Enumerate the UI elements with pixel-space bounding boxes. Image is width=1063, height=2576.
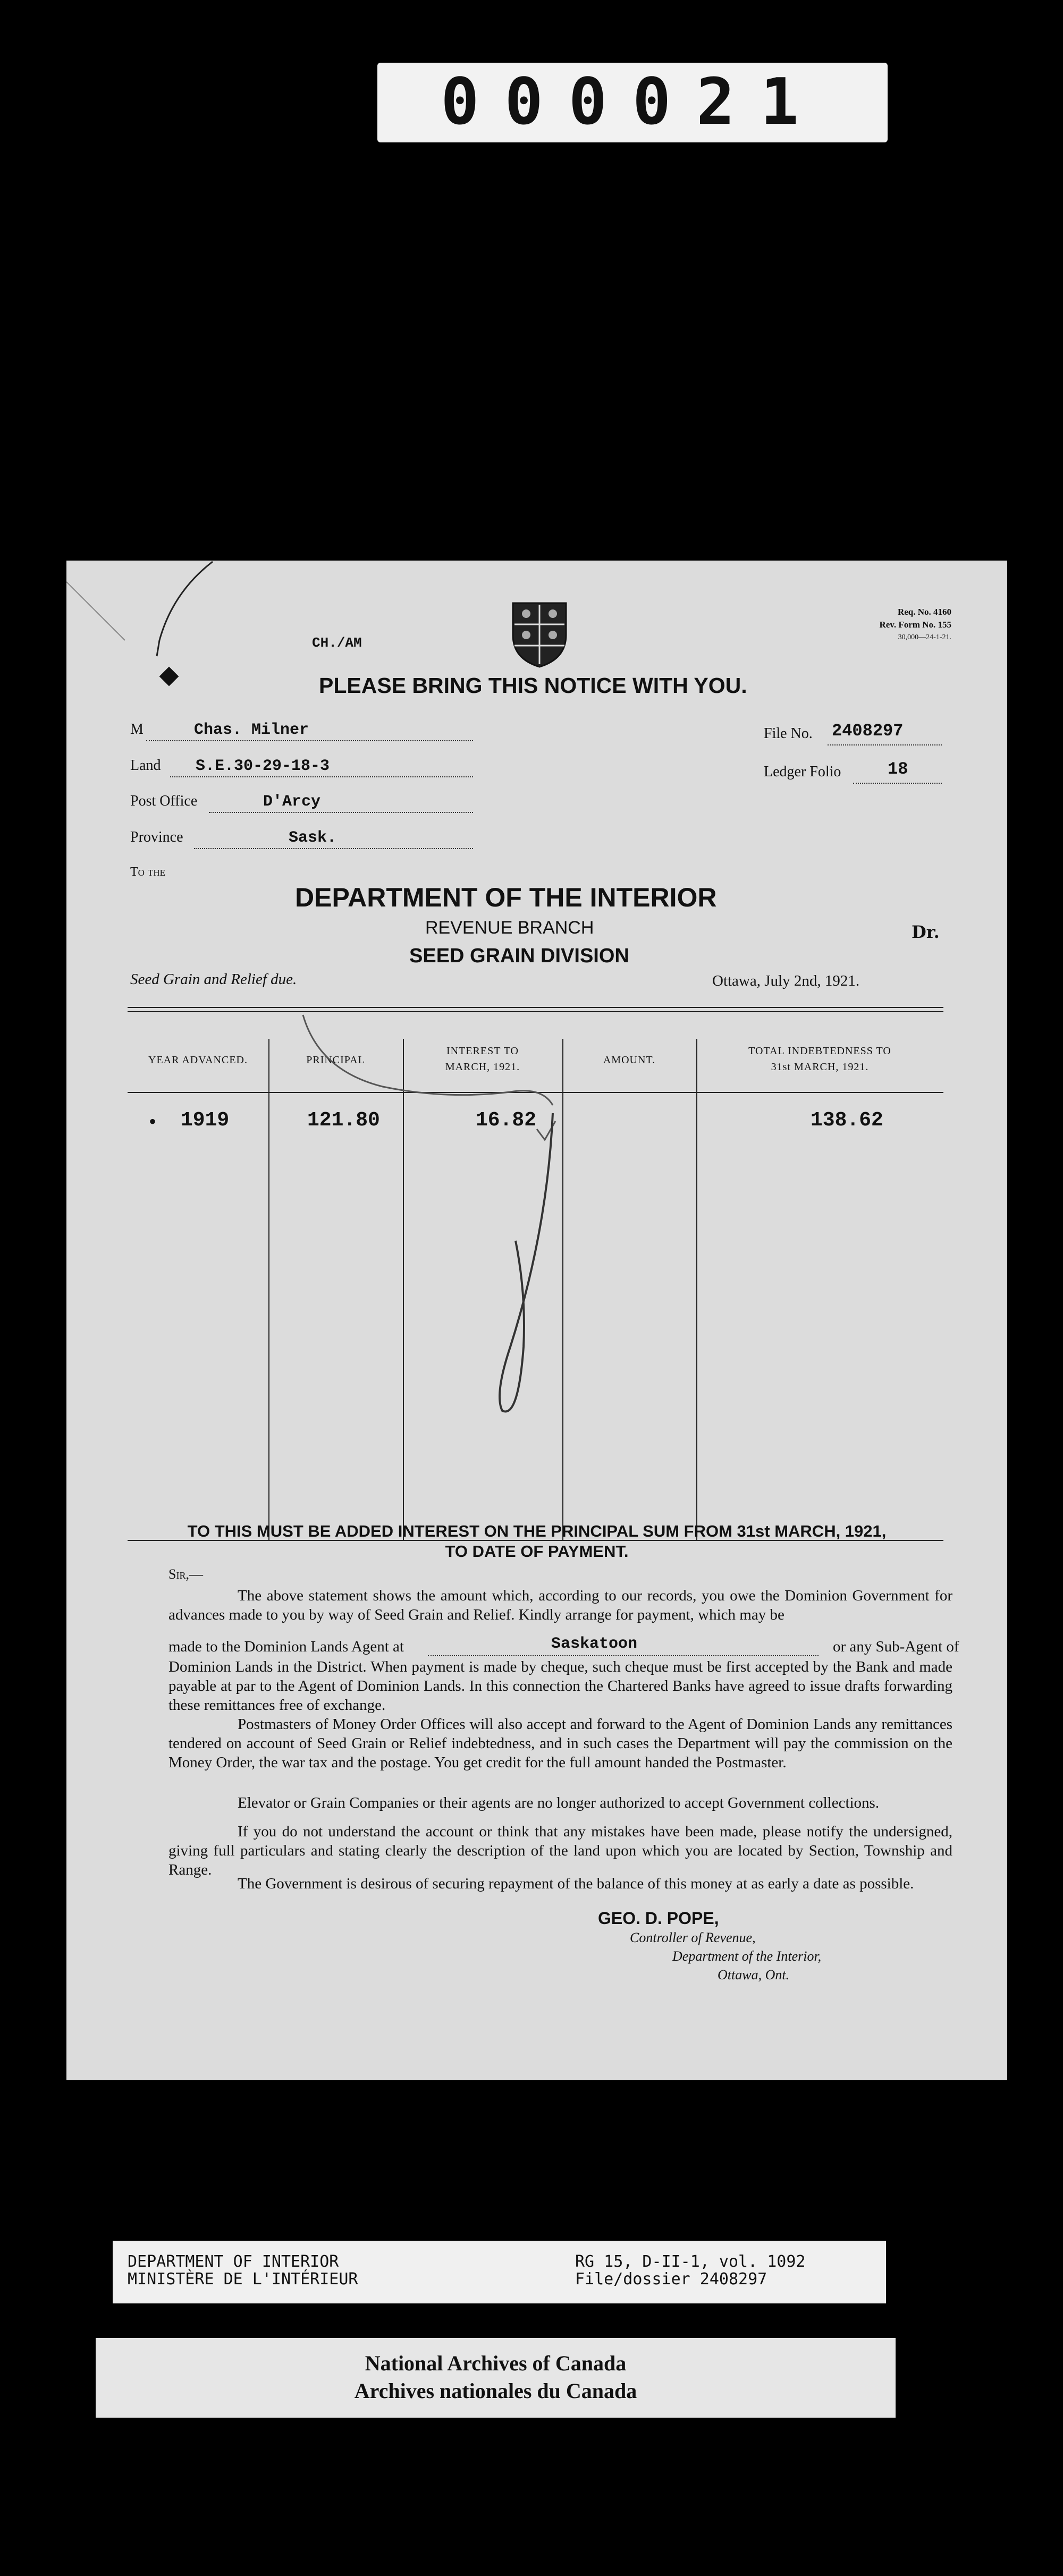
form-reference: Req. No. 4160 Rev. Form No. 155 30,000—24-1-21. [879,607,951,641]
division-title: SEED GRAIN DIVISION [409,945,629,967]
ref-department-en: DEPARTMENT OF INTERIOR [128,2252,339,2271]
bring-notice-heading: PLEASE BRING THIS NOTICE WITH YOU. [319,673,747,698]
cell-interest: 16.82 [476,1109,537,1132]
interest-notice: TO THIS MUST BE ADDED INTEREST ON THE PRINCIPAL SUM FROM 31st MARCH, 1921, TO DATE OF PAYMENT. [187,1522,887,1561]
post-office-label: Post Office [130,793,198,809]
date-line: Ottawa, July 2nd, 1921. [712,972,860,989]
stamp-mark: CH./AM [312,635,362,651]
header-amount: AMOUNT. [603,1054,656,1066]
cell-year: 1919 [181,1109,230,1132]
paragraph-mistakes: If you do not understand the account or think that any mistakes have been made, please notify the undersigned, giving full particulars and stating clearly the description of the land upon which you are located by Section, Township and Range. [168,1823,952,1878]
paragraph-cheque: Dominion Lands in the District. When payment is made by cheque, such cheque must be first accepted by the Bank and made payable at par to the Agent of Dominion Lands. In this connection the Chartered Banks have agreed to issue drafts forwarding these remittances free of exchange. [168,1658,952,1714]
signature-title: Controller of Revenue, [630,1930,756,1945]
post-office-line [209,812,473,813]
ledger-folio-label: Ledger Folio [764,764,841,780]
addressee-value: Chas. Milner [194,721,309,739]
ref-file-number: File/dossier 2408297 [575,2270,767,2289]
ledger-folio-line [853,783,942,784]
land-label: Land [130,757,161,774]
paragraph-postmasters: Postmasters of Money Order Offices will also accept and forward to the Agent of Dominion Lands any remittances tendered on account of Seed Grain or Relief indebtedness, and in such cases the Department will pay the commission on the Money Order, the war tax and the postage. You get credit for the full amount handed the Postmaster. [168,1716,952,1771]
to-the-label: To the [130,865,165,879]
addressee-line [146,740,473,741]
archives-name-fr: Archives nationales du Canada [354,2379,637,2403]
province-line [194,848,473,849]
header-year: YEAR ADVANCED. [148,1054,248,1066]
ref-department-fr: MINISTÈRE DE L'INTÉRIEUR [128,2270,358,2289]
paragraph-repayment: The Government is desirous of securing repayment of the balance of this money at as early a date as possible. [238,1875,914,1892]
province-value: Sask. [289,829,337,847]
signature-place: Ottawa, Ont. [718,1967,790,1982]
province-label: Province [130,829,183,845]
signature-name: GEO. D. POPE, [598,1909,719,1928]
agent-line: made to the Dominion Lands Agent at Saskatoon or any Sub-Agent of [168,1635,959,1655]
addressee-label: M [130,721,144,738]
cell-total: 138.62 [811,1109,883,1132]
paragraph-statement: The above statement shows the amount which, according to our records, you owe the Dominion Government for advances made to you by way of Seed Grain and Relief. Kindly arrange for payment, which may be [168,1587,952,1623]
agent-location: Saskatoon [551,1635,638,1653]
salutation: Sir,— [168,1566,203,1582]
land-line [170,776,473,777]
debit-mark: Dr. [912,922,940,942]
department-title: DEPARTMENT OF THE INTERIOR [295,883,717,912]
indebtedness-table [128,1007,943,1541]
cell-principal: 121.80 [307,1109,380,1132]
due-line: Seed Grain and Relief due. [130,971,297,988]
paragraph-elevators: Elevator or Grain Companies or their agents are no longer authorized to accept Government collections. [238,1794,880,1811]
header-interest: INTEREST TO MARCH, 1921. [445,1045,520,1073]
row-bullet: • [149,1109,157,1133]
file-no-value: 2408297 [832,721,904,741]
frame-counter [377,63,888,142]
file-no-label: File No. [764,725,813,742]
coat-of-arms-icon [510,600,569,670]
land-value: S.E.30-29-18-3 [196,757,330,775]
file-no-line [828,744,942,745]
header-principal: PRINCIPAL [306,1054,365,1066]
seed-grain-notice [66,561,1007,2080]
corner-fold-mark [66,561,247,699]
pencil-marks [128,1007,943,1541]
signature-department: Department of the Interior, [672,1948,822,1964]
archives-name-en: National Archives of Canada [365,2351,627,2375]
national-archives-label [96,2338,896,2418]
archive-reference-label [113,2241,886,2303]
ledger-folio-value: 18 [888,759,908,779]
header-total: TOTAL INDEBTEDNESS TO 31st MARCH, 1921. [748,1045,891,1073]
agent-dots [428,1655,819,1656]
frame-number: 000021 [441,65,824,139]
branch-title: REVENUE BRANCH [425,918,594,938]
post-office-value: D'Arcy [263,793,321,811]
ref-record-group: RG 15, D-II-1, vol. 1092 [575,2252,806,2271]
